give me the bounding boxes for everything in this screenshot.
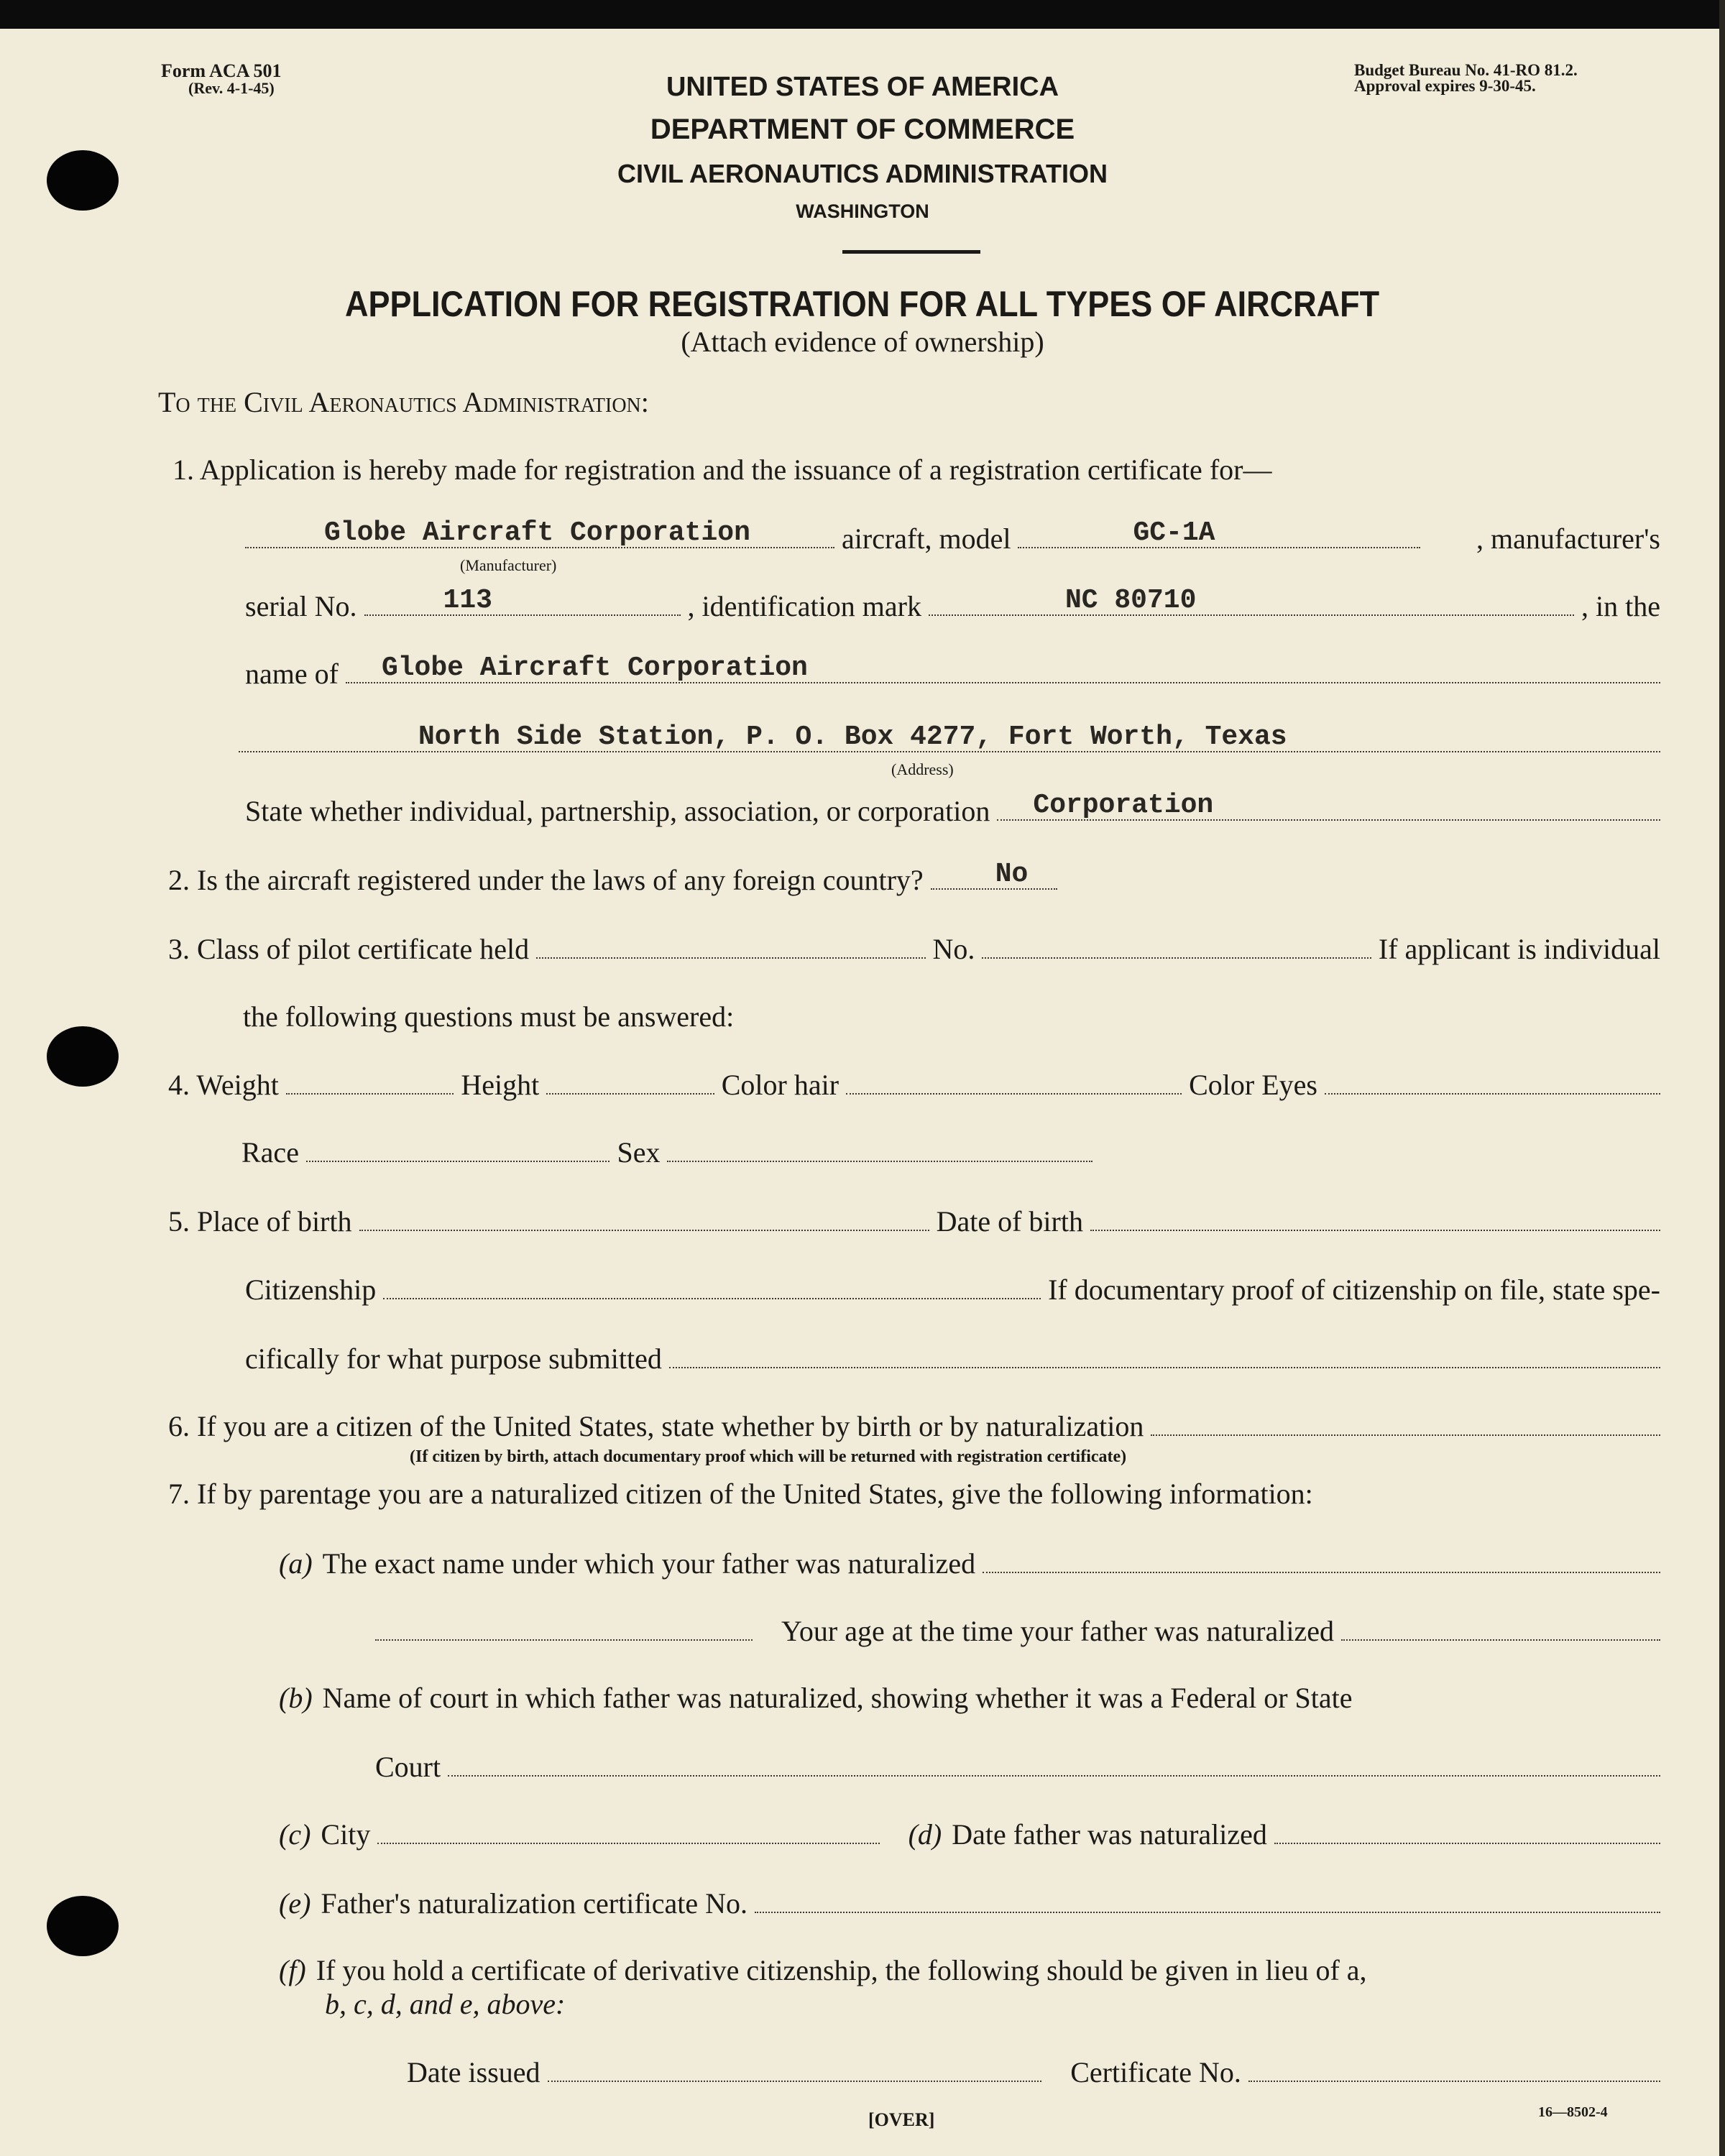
eyes-label: Color Eyes — [1189, 1069, 1317, 1101]
naturalized-date-label: Date father was naturalized — [952, 1818, 1267, 1851]
court-field[interactable] — [448, 1749, 1660, 1777]
hair-label: Color hair — [721, 1069, 840, 1101]
sex-label: Sex — [617, 1136, 661, 1169]
age-label: Your age at the time your father was naturalized — [781, 1615, 1335, 1647]
foreign-registration-value: No — [995, 859, 1029, 890]
height-field[interactable] — [546, 1067, 714, 1095]
q7a-label: The exact name under which your father was naturalized — [322, 1547, 976, 1580]
header-agency: CIVIL AERONAUTICS ADMINISTRATION — [617, 159, 1108, 188]
in-the-label: , in the — [1581, 590, 1660, 622]
q7c-marker: (c) — [279, 1818, 311, 1851]
birth-date-label: Date of birth — [936, 1205, 1083, 1238]
q6-row — [168, 1409, 1660, 1445]
header-department: DEPARTMENT OF COMMERCE — [650, 114, 1075, 145]
serial-field[interactable] — [364, 585, 681, 616]
form-revision: (Rev. 4-1-45) — [188, 79, 275, 97]
name-label: name of — [245, 658, 339, 690]
eyes-field[interactable] — [1325, 1067, 1660, 1095]
ident-value: NC 80710 — [1064, 585, 1197, 616]
court-label: Court — [375, 1751, 441, 1783]
sex-field[interactable] — [667, 1135, 1092, 1162]
weight-label: 4. Weight — [168, 1069, 279, 1101]
q7a-marker: (a) — [279, 1547, 313, 1580]
hair-field[interactable] — [846, 1067, 1182, 1095]
form-title-wrap — [0, 283, 1725, 325]
entity-value: Corporation — [1033, 790, 1214, 821]
q1-serial-row — [245, 585, 1660, 625]
q6-note: (If citizen by birth, attach documentary proof which will be returned with registration certificate) — [410, 1447, 1127, 1466]
q3-tail: If applicant is individual — [1378, 933, 1661, 965]
address-caption: (Address) — [891, 760, 954, 778]
manufacturer-field[interactable] — [245, 517, 834, 548]
scan-top-edge — [0, 0, 1725, 29]
model-field[interactable] — [1018, 517, 1420, 548]
q7f-cont-row — [325, 1987, 1660, 2023]
manufacturer-caption: (Manufacturer) — [460, 556, 557, 574]
q1-address-row — [239, 722, 1660, 761]
serial-label: serial No. — [245, 590, 357, 622]
city-label: City — [321, 1818, 371, 1851]
q7b-label: Name of court in which father was naturalized, showing whether it was a Federal or State — [322, 1682, 1353, 1714]
naturalization-cert-field[interactable] — [755, 1886, 1660, 1913]
naturalized-date-field[interactable] — [1274, 1817, 1660, 1844]
q1-name-row — [245, 653, 1660, 692]
city-field[interactable] — [377, 1817, 879, 1844]
date-issued-label: Date issued — [407, 2056, 540, 2088]
q7e-marker: (e) — [279, 1887, 311, 1920]
date-issued-field[interactable] — [548, 2055, 1042, 2082]
q7-court-row — [375, 1749, 1660, 1785]
q7-row — [168, 1477, 1660, 1513]
punch-hole — [47, 1026, 119, 1087]
header-city: WASHINGTON — [796, 201, 929, 222]
q4-row — [168, 1067, 1660, 1103]
q7f-cont: b, c, d, and e, above: — [325, 1988, 566, 2020]
entity-label: State whether individual, partnership, association, or corporation — [245, 795, 990, 827]
cert-no-field[interactable] — [1248, 2055, 1660, 2082]
q3-row — [168, 931, 1660, 967]
father-name-cont-field[interactable] — [375, 1613, 753, 1641]
citizenship-method-field[interactable] — [1151, 1409, 1660, 1436]
address-field[interactable] — [239, 722, 1660, 752]
q1-intro: 1. Application is hereby made for registration and the issuance of a registration certificate for— — [172, 453, 1272, 486]
approval-expiry: Approval expires 9-30-45. — [1354, 77, 1536, 95]
budget-bureau-number: Budget Bureau No. 41-RO 81.2. — [1354, 61, 1578, 79]
weight-field[interactable] — [286, 1067, 454, 1095]
age-field[interactable] — [1341, 1613, 1660, 1641]
header-rule — [842, 250, 980, 254]
q2-label: 2. Is the aircraft registered under the laws of any foreign country? — [168, 864, 924, 896]
q1-manufacturer-row — [245, 517, 1660, 557]
q3-no-label: No. — [932, 933, 975, 965]
cert-number-label: Father's naturalization certificate No. — [321, 1887, 748, 1920]
q7f-label: If you hold a certificate of derivative citizenship, the following should be given in lieu of a, — [316, 1954, 1367, 1986]
aircraft-model-label: aircraft, model — [842, 522, 1011, 555]
height-label: Height — [461, 1069, 540, 1101]
q7b-row — [279, 1681, 1660, 1717]
model-value: GC-1A — [1133, 517, 1215, 548]
race-field[interactable] — [306, 1135, 610, 1162]
form-title: APPLICATION FOR REGISTRATION FOR ALL TYPES OF AIRCRAFT — [345, 284, 1380, 324]
name-value: Globe Aircraft Corporation — [381, 653, 808, 683]
pilot-cert-no-field[interactable] — [982, 931, 1371, 959]
citizenship-label: Citizenship — [245, 1273, 377, 1306]
q2-row — [168, 859, 1057, 898]
birth-place-label: 5. Place of birth — [168, 1205, 352, 1238]
ident-field[interactable] — [929, 585, 1574, 616]
punch-hole — [47, 1896, 119, 1956]
q7e-row — [279, 1886, 1660, 1922]
q3-cont: the following questions must be answered: — [243, 1000, 735, 1033]
purpose-field[interactable] — [669, 1341, 1660, 1368]
q1-intro-row — [172, 453, 1660, 489]
citizenship-field[interactable] — [383, 1272, 1041, 1299]
q7cd-row — [279, 1817, 1660, 1853]
q7f-marker: (f) — [279, 1954, 306, 1986]
q7b-marker: (b) — [279, 1682, 313, 1714]
birth-place-field[interactable] — [359, 1204, 929, 1231]
birth-date-field[interactable] — [1090, 1204, 1660, 1231]
q5-row — [168, 1204, 1660, 1240]
address-value: North Side Station, P. O. Box 4277, Fort Worth, Texas — [418, 722, 1287, 752]
q7d-marker: (d) — [908, 1818, 942, 1851]
purpose-label: cifically for what purpose submitted — [245, 1342, 662, 1375]
manufacturers-label: , manufacturer's — [1476, 522, 1660, 555]
serial-value: 113 — [443, 585, 492, 616]
over-indicator: [OVER] — [868, 2109, 935, 2130]
race-label: Race — [242, 1136, 299, 1169]
q3-cont-row — [243, 1000, 1660, 1036]
proof-label: If documentary proof of citizenship on file, state spe- — [1048, 1273, 1660, 1306]
q7-derivative-row — [407, 2055, 1660, 2091]
q6-label: 6. If you are a citizen of the United States, state whether by birth or by naturalization — [168, 1410, 1144, 1442]
foreign-registration-field[interactable] — [931, 859, 1057, 890]
pilot-class-field[interactable] — [536, 931, 925, 959]
salutation: To the Civil Aeronautics Administration: — [158, 386, 649, 418]
q5-citizenship-row — [245, 1272, 1660, 1308]
header-country: UNITED STATES OF AMERICA — [666, 72, 1059, 102]
q7-age-row — [375, 1613, 1660, 1649]
name-field[interactable] — [346, 653, 1660, 683]
q7f-row — [279, 1953, 1660, 1989]
q3-label: 3. Class of pilot certificate held — [168, 933, 530, 965]
ident-label: , identification mark — [687, 590, 921, 622]
form-subtitle: (Attach evidence of ownership) — [681, 326, 1044, 358]
entity-field[interactable] — [997, 790, 1660, 821]
form-number: Form ACA 501 — [161, 60, 282, 81]
father-name-field[interactable] — [983, 1546, 1660, 1573]
q5-purpose-row — [245, 1341, 1660, 1377]
q7-label: 7. If by parentage you are a naturalized citizen of the United States, give the following information: — [168, 1478, 1313, 1510]
q1-entity-row — [245, 790, 1660, 829]
cert-no-label: Certificate No. — [1070, 2056, 1241, 2088]
manufacturer-value: Globe Aircraft Corporation — [324, 517, 750, 548]
q7a-row — [279, 1546, 1660, 1582]
q4-race-row — [242, 1135, 1092, 1171]
print-code: 16—8502-4 — [1538, 2104, 1608, 2120]
